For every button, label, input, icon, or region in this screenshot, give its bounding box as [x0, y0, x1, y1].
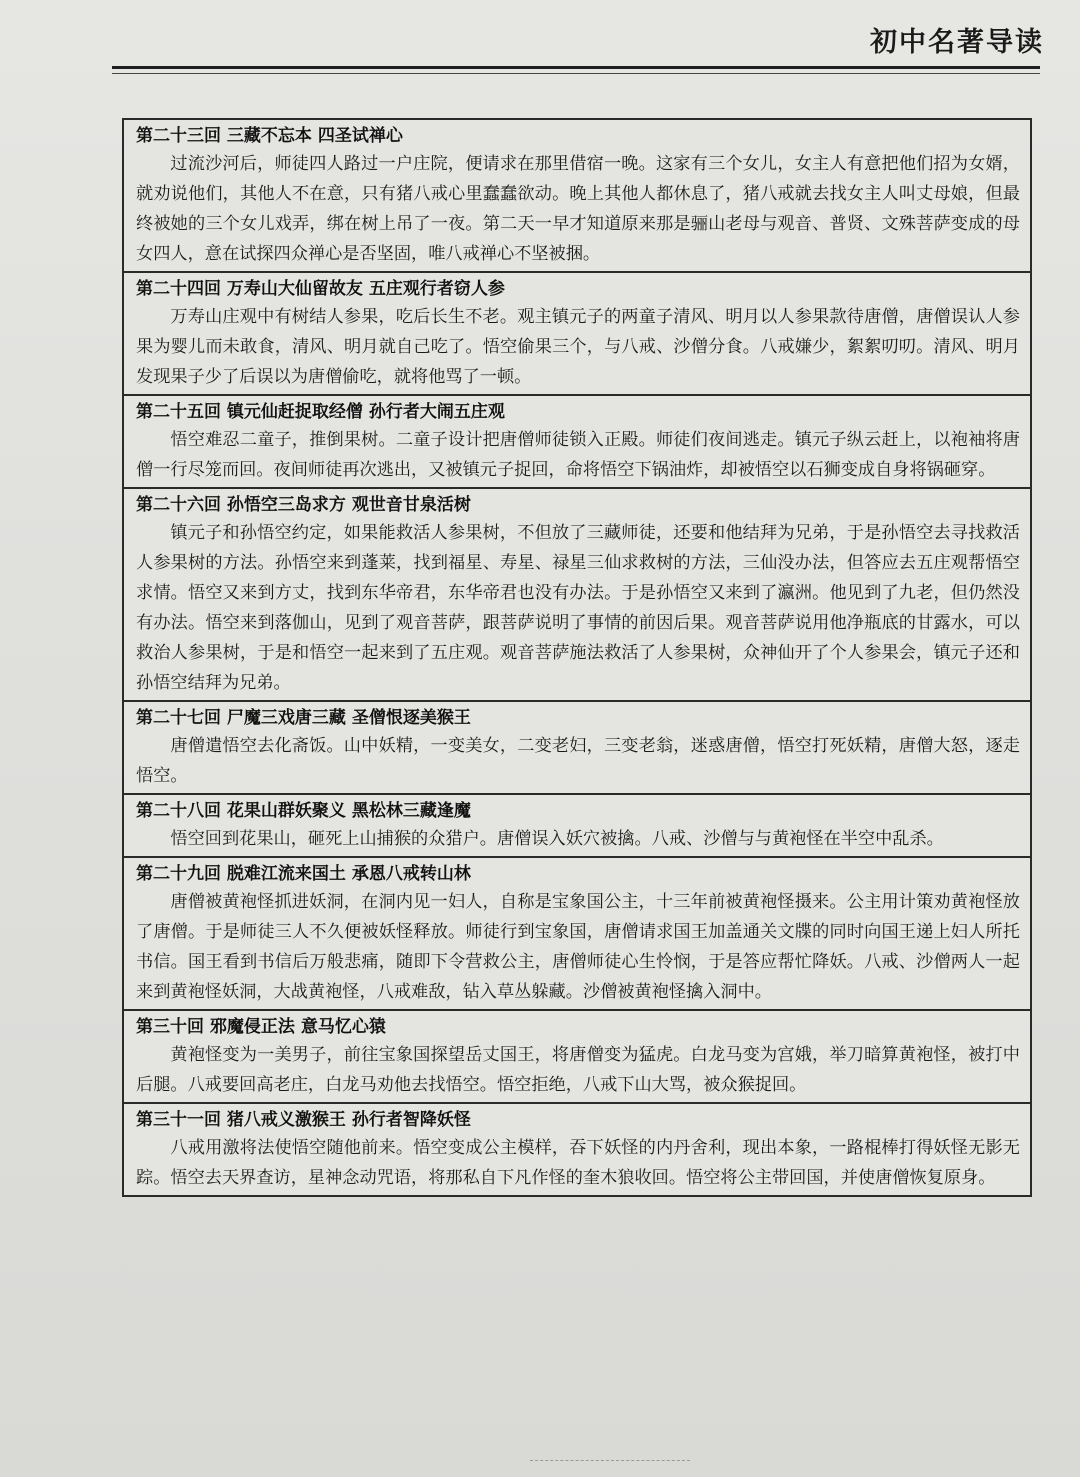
chapter-block-25 [124, 396, 1030, 489]
chapter-title: 第三十回 邪魔侵正法 意马忆心猿 [136, 1017, 386, 1037]
chapter-block-27 [124, 702, 1030, 795]
chapter-summary-table [122, 118, 1032, 1197]
chapter-title: 第二十七回 尸魔三戏唐三藏 圣僧恨逐美猴王 [136, 708, 471, 728]
page-footer-mark [530, 1460, 690, 1471]
chapter-summary: 悟空难忍二童子，推倒果树。二童子设计把唐僧师徒锁入正殿。师徒们夜间逃走。镇元子纵云赶上，以袍袖将唐僧一行尽笼而回。夜间师徒再次逃出，又被镇元子捉回，命将悟空下锅油炸，却被悟空以石狮变成自身将锅砸穿。 [136, 430, 1020, 480]
chapter-summary: 万寿山庄观中有树结人参果，吃后长生不老。观主镇元子的两童子清风、明月以人参果款待唐僧，唐僧误认人参果为婴儿而未敢食，清风、明月就自己吃了。悟空偷果三个，与八戒、沙僧分食。八戒嫌少，絮絮叨叨。清风、明月发现果子少了后误以为唐僧偷吃，就将他骂了一顿。 [136, 307, 1020, 387]
chapter-block-26 [124, 489, 1030, 702]
chapter-summary: 镇元子和孙悟空约定，如果能救活人参果树，不但放了三藏师徒，还要和他结拜为兄弟，于是孙悟空去寻找救活人参果树的方法。孙悟空来到蓬莱，找到福星、寿星、禄星三仙求救树的方法，三仙没办法，但答应去五庄观帮悟空求情。悟空又来到方丈，找到东华帝君，东华帝君也没有办法。于是孙悟空又来到了瀛洲。他见到了九老，但仍然没有办法。悟空来到落伽山，见到了观音菩萨，跟菩萨说明了事情的前因后果。观音菩萨说用他净瓶底的甘露水，可以救治人参果树，于是和悟空一起来到了五庄观。观音菩萨施法救活了人参果树，众神仙开了个人参果会，镇元子还和孙悟空结拜为兄弟。 [136, 523, 1020, 693]
chapter-summary: 悟空回到花果山，砸死上山捕猴的众猎户。唐僧误入妖穴被擒。八戒、沙僧与与黄袍怪在半空中乱杀。 [170, 829, 944, 849]
chapter-title: 第二十六回 孙悟空三岛求方 观世音甘泉活树 [136, 495, 471, 515]
chapter-block-28 [124, 795, 1030, 858]
chapter-summary: 黄袍怪变为一美男子，前往宝象国探望岳丈国王，将唐僧变为猛虎。白龙马变为宫娥，举刀暗算黄袍怪，被打中后腿。八戒要回高老庄，白龙马劝他去找悟空。悟空拒绝，八戒下山大骂，被众猴捉回。 [136, 1045, 1020, 1095]
chapter-summary: 唐僧遣悟空去化斋饭。山中妖精，一变美女，二变老妇，三变老翁，迷惑唐僧，悟空打死妖精，唐僧大怒，逐走悟空。 [136, 736, 1020, 786]
chapter-block-31 [124, 1104, 1030, 1195]
header-rule [112, 66, 1040, 69]
running-header-title: 初中名著导读 [870, 27, 1044, 58]
chapter-title: 第二十三回 三藏不忘本 四圣试禅心 [136, 126, 403, 146]
chapter-title: 第二十九回 脱难江流来国土 承恩八戒转山林 [136, 864, 471, 884]
chapter-title: 第二十五回 镇元仙赶捉取经僧 孙行者大闹五庄观 [136, 402, 505, 422]
chapter-summary: 唐僧被黄袍怪抓进妖洞，在洞内见一妇人，自称是宝象国公主，十三年前被黄袍怪摄来。公主用计策劝黄袍怪放了唐僧。于是师徒三人不久便被妖怪释放。师徒行到宝象国，唐僧请求国王加盖通关文牒的同时向国王递上妇人所托书信。国王看到书信后万般悲痛，随即下令营救公主，唐僧师徒心生怜悯，于是答应帮忙降妖。八戒、沙僧两人一起来到黄袍怪妖洞，大战黄袍怪，八戒难敌，钻入草丛躲藏。沙僧被黄袍怪擒入洞中。 [136, 892, 1020, 1002]
chapter-summary: 过流沙河后，师徒四人路过一户庄院，便请求在那里借宿一晚。这家有三个女儿，女主人有意把他们招为女婿，就劝说他们，其他人不在意，只有猪八戒心里蠢蠢欲动。晚上其他人都休息了，猪八戒就去找女主人叫丈母娘，但最终被她的三个女儿戏弄，绑在树上吊了一夜。第二天一早才知道原来那是骊山老母与观音、普贤、文殊菩萨变成的母女四人，意在试探四众禅心是否坚固，唯八戒禅心不坚被捆。 [136, 154, 1020, 264]
chapter-block-24 [124, 273, 1030, 396]
chapter-block-23 [124, 120, 1030, 273]
chapter-block-29 [124, 858, 1030, 1011]
chapter-title: 第三十一回 猪八戒义激猴王 孙行者智降妖怪 [136, 1110, 471, 1130]
chapter-block-30 [124, 1011, 1030, 1104]
chapter-summary: 八戒用激将法使悟空随他前来。悟空变成公主模样，吞下妖怪的内丹舍利，现出本象，一路棍棒打得妖怪无影无踪。悟空去天界查访，星神念动咒语，将那私自下凡作怪的奎木狼收回。悟空将公主带回国，并使唐僧恢复原身。 [136, 1138, 1020, 1188]
chapter-title: 第二十四回 万寿山大仙留故友 五庄观行者窃人参 [136, 279, 505, 299]
header-rule-thin [112, 73, 1040, 74]
chapter-title: 第二十八回 花果山群妖聚义 黑松林三藏逢魔 [136, 801, 471, 821]
